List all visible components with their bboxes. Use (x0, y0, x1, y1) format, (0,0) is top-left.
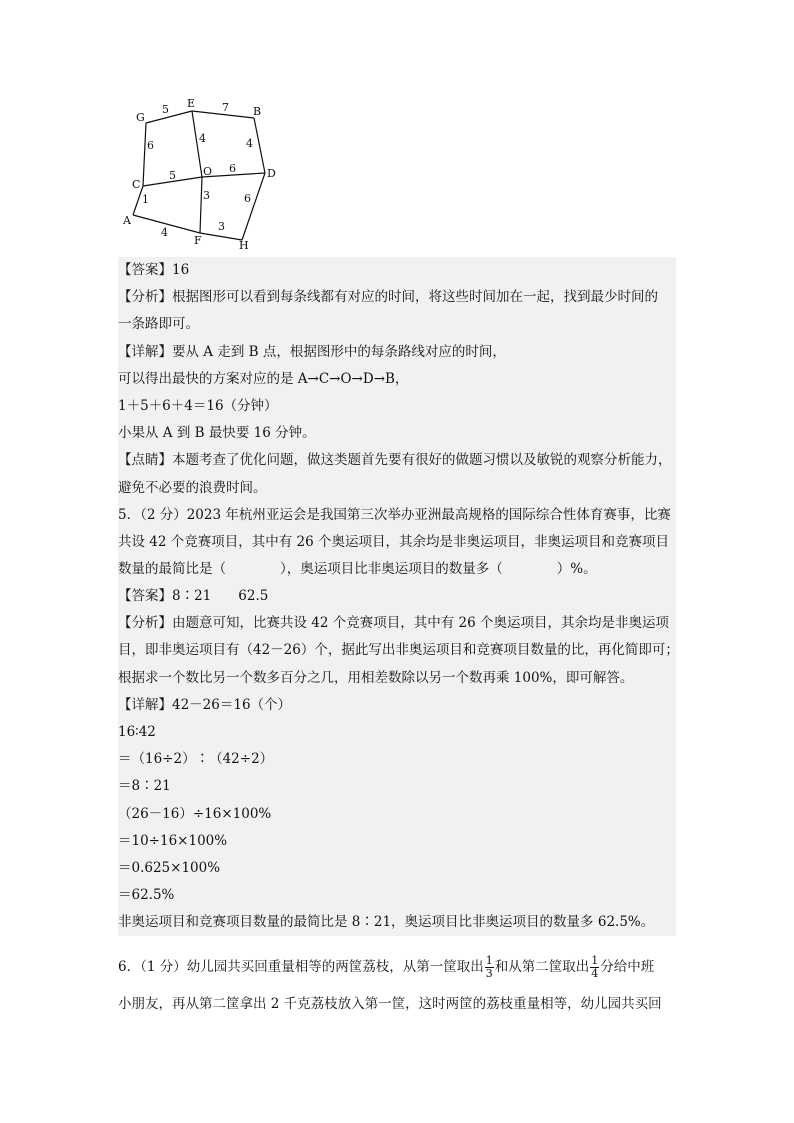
analysis-line: 【分析】由题意可知，比赛共设 42 个竞赛项目，其中有 26 个奥运项目，其余均是非奥运项 (118, 615, 670, 632)
weight-EB: 7 (222, 101, 229, 114)
analysis-line: 【分析】根据图形可以看到每条线都有对应的时间，将这些时间加在一起，找到最少时间的 (118, 289, 658, 306)
analysis-line: 目，即非奥运项目有（42－26）个，据此写出非奥运项目和竞赛项目数量的比，再化简即可； (118, 642, 679, 659)
point-label-A: A (123, 214, 131, 227)
detail-line: 可以得出最快的方案对应的是 A→C→O→D→B， (118, 370, 409, 387)
point-label-O: O (203, 165, 213, 178)
answer-block-q4 (118, 257, 676, 583)
weight-EO: 4 (199, 132, 206, 145)
calc-line: （26－16）÷16×100% (118, 805, 272, 822)
weight-GC: 6 (147, 139, 154, 152)
detail-line: 小果从 A 到 B 最快要 16 分钟。 (118, 425, 316, 442)
analysis-line: 一条路即可。 (118, 316, 199, 333)
point-label-G: G (136, 111, 145, 124)
analysis-line: 根据求一个数比另一个数多百分之几，用相差数除以另一个数再乘 100%，即可解答。 (118, 669, 634, 686)
edge-OF (200, 177, 202, 233)
calc-line: 16∶42 (118, 723, 156, 740)
edge-BD (254, 118, 265, 173)
weight-OF: 3 (203, 189, 210, 202)
calc-line: ＝（16÷2）∶（42÷2） (118, 751, 274, 768)
edge-GC (143, 123, 146, 186)
point-label-F: F (194, 234, 202, 247)
question-6-line (118, 945, 678, 989)
edge-FH (200, 233, 242, 240)
calc-line: ＝8∶21 (118, 778, 171, 795)
fraction-one-third: $\frac{1}{3}$ (485, 954, 493, 980)
point-label-D: D (267, 167, 276, 180)
edge-GE (146, 111, 192, 123)
calc-line: ＝62.5% (118, 887, 175, 904)
weight-DH: 6 (244, 192, 251, 205)
point-label-H: H (239, 239, 249, 252)
weight-CA: 1 (142, 193, 149, 206)
weight-BD: 4 (246, 137, 253, 150)
weight-CO: 5 (169, 169, 176, 182)
detail-line: 1＋5＋6＋4＝16（分钟） (118, 397, 278, 414)
fraction-one-quarter: $\frac{1}{4}$ (591, 954, 599, 980)
question-6-text: 6．（1 分）幼儿园共买回重量相等的两筐荔枝，从第一筐取出 (118, 959, 484, 975)
edge-DH (242, 173, 265, 240)
point-label-C: C (132, 178, 141, 191)
question-6-text: 和从第二筐取出 (494, 959, 590, 975)
question-5-line: 共设 42 个竞赛项目，其中有 26 个奥运项目，其余均是非奥运项目，非奥运项目和竞赛项目 (118, 533, 670, 550)
calc-line: ＝0.625×100% (118, 859, 221, 876)
question-6 (118, 945, 678, 1017)
question-5-line: 数量的最简比是（ ），奥运项目比非奥运项目的数量多（ ）%。 (118, 561, 597, 578)
detail-line: 【详解】要从 A 走到 B 点，根据图形中的每条路线对应的时间， (118, 343, 506, 360)
question-6-text: 分给中班 (600, 959, 655, 975)
point-label-B: B (253, 105, 262, 118)
weight-FH: 3 (218, 220, 225, 233)
calc-line: ＝10÷16×100% (118, 832, 228, 849)
weight-GE: 5 (162, 103, 169, 116)
answer-line: 【答案】16 (118, 262, 190, 278)
weight-OD: 6 (229, 162, 236, 175)
answer-line: 【答案】8∶21 62.5 (118, 588, 269, 604)
point-label-E: E (187, 97, 196, 110)
question-5-line: 5．（2 分）2023 年杭州亚运会是我国第三次举办亚洲最高规格的国际综合性体育赛事，比赛 (118, 506, 671, 523)
answer-block-q5 (118, 583, 679, 936)
comment-line: 避免不必要的浪费时间。 (118, 479, 267, 496)
conclusion-line: 非奥运项目和竞赛项目数量的最简比是 8∶21，奥运项目比非奥运项目的数量多 62.5%。 (118, 914, 655, 931)
comment-line: 【点睛】本题考查了优化问题，做这类题首先要有很好的做题习惯以及敏锐的观察分析能力， (118, 452, 672, 469)
route-diagram (118, 95, 288, 255)
question-6-line: 小朋友，再从第二筐拿出 2 千克荔枝放入第一筐，这时两筐的荔枝重量相等，幼儿园共买回 (118, 996, 662, 1012)
detail-line: 【详解】42－26＝16（个） (118, 696, 292, 713)
weight-AF: 4 (161, 226, 168, 239)
